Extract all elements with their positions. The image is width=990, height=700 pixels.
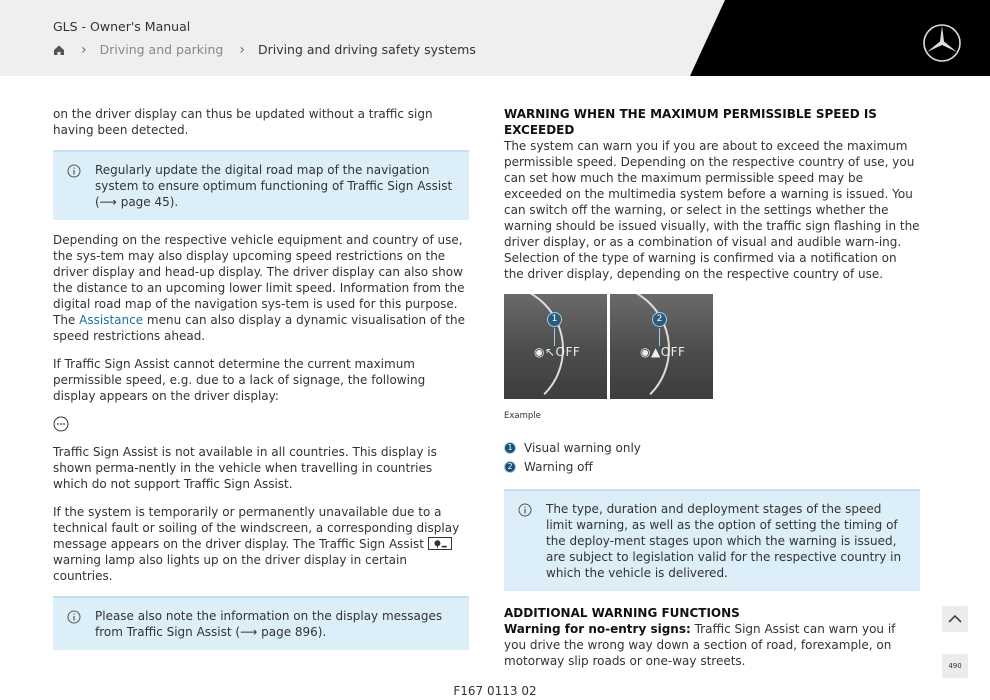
section-heading: WARNING WHEN THE MAXIMUM PERMISSIBLE SPEED IS EXCEEDED: [504, 107, 877, 137]
status-off-text: [640, 344, 685, 360]
info-icon: [67, 164, 81, 178]
manual-title: GLS - Owner's Manual: [53, 19, 191, 34]
callout-number: 1: [547, 312, 562, 327]
legend-number: 1: [504, 442, 516, 454]
status-off-text: [534, 344, 580, 360]
callout-number: 2: [652, 312, 667, 327]
breadcrumb-item-driving-parking[interactable]: Driving and parking: [99, 42, 224, 57]
paragraph: If Traffic Sign Assist cannot determine the current maximum permissible speed, e.g. due to a lack of signage, the following display appears on the driver display:: [53, 357, 426, 403]
legend-item: [504, 459, 920, 475]
warning-lamp-icon: [428, 537, 452, 550]
section-heading: ADDITIONAL WARNING FUNCTIONS: [504, 606, 740, 620]
chevron-right-icon: ›: [239, 41, 245, 58]
text: warning lamp also lights up on the driver display in certain countries.: [53, 553, 407, 583]
info-text: Regularly update the digital road map of the navigation system to ensure optimum functioning of Traffic Sign Assist (⟶ page 45).: [95, 163, 453, 209]
info-text: Please also note the information on the display messages from Traffic Sign Assist (⟶ page 896).: [95, 609, 443, 639]
legend-item: [504, 440, 920, 456]
paragraph: [53, 504, 469, 584]
example-figure: [504, 294, 920, 399]
paragraph: on the driver display can thus be updated without a traffic sign having been detected.: [53, 107, 433, 137]
sign-icon: ◉↖: [534, 345, 556, 359]
figure-legend: [504, 440, 920, 475]
text: Traffic Sign Assist can warn you if you drive the wrong way down a section of road, forexample, on motorway slip roads or one-way streets.: [504, 622, 896, 668]
breadcrumb-item-current: Driving and driving safety systems: [257, 42, 476, 57]
home-icon[interactable]: [53, 44, 65, 56]
off-label: OFF: [555, 345, 581, 359]
info-box: [53, 596, 469, 650]
legend-label: Warning off: [524, 460, 593, 474]
info-box: [504, 489, 920, 591]
info-box: [53, 150, 469, 220]
off-label: OFF: [660, 345, 686, 359]
paragraph: [53, 232, 469, 344]
right-column: [504, 106, 920, 681]
text: If the system is temporarily or permanently unavailable due to a technical fault or soiling of the windscreen, a corresponding display message appears on the driver display. The Traffic Sign Assist: [53, 505, 460, 551]
brand-star-logo[interactable]: [922, 23, 962, 63]
ellipsis-circle-icon: [53, 416, 69, 432]
text: Depending on the respective vehicle equipment and country of use, the sys-tem may also display upcoming speed restrictions on the driver display and head-up display. The driver display can also show the distance to an upcoming lower limit speed. Information from the digital road map of the navigation sys-tem is used for this purpose. The: [53, 233, 465, 327]
page-number-button[interactable]: 490: [942, 654, 968, 678]
sign-icon: ◉▲: [640, 345, 661, 359]
chevron-right-icon: ›: [81, 41, 87, 58]
breadcrumb: [53, 42, 476, 57]
figure-panel-warning-off: [610, 294, 713, 399]
legend-label: Visual warning only: [524, 441, 641, 455]
left-column: [53, 106, 469, 662]
bold-lead: Warning for no-entry signs:: [504, 622, 691, 636]
paragraph: [504, 621, 920, 669]
figure-caption: Example: [504, 411, 541, 421]
assistance-link[interactable]: Assistance: [79, 313, 144, 327]
figure-panel-visual-warning: [504, 294, 607, 399]
footer-code: F167 0113 02: [453, 684, 537, 698]
header-bar: [0, 0, 990, 76]
paragraph: Traffic Sign Assist is not available in all countries. This display is shown perma-nently in the vehicle when travelling in countries which do not support Traffic Sign Assist.: [53, 445, 437, 491]
info-icon: [67, 610, 81, 624]
legend-number: 2: [504, 461, 516, 473]
chevron-up-icon: [942, 606, 968, 632]
scroll-to-top-button[interactable]: [942, 606, 968, 632]
text: menu can also display a dynamic visualisation of the speed restrictions ahead.: [53, 313, 465, 343]
paragraph: The system can warn you if you are about to exceed the maximum permissible speed. Depending on the respective country of use, you can set how much the maximum permissible speed may be exceeded on the multimedia system before a warning is issued. You can switch off the warning, or select in the settings whether the warning should be issued visually, with the traffic sign flashing in the driver display, or as a combination of visual and audible warn-ing. Selection of the type of warning is confirmed via a notification on the driver display, depending on the respective country of use.: [504, 139, 920, 281]
info-text: The type, duration and deployment stages of the speed limit warning, as well as the option of setting the timing of the deploy-ment stages upon which the warning is issued, are subject to legislation valid for the respective country in which the vehicle is delivered.: [546, 502, 902, 580]
info-icon: [518, 503, 532, 517]
